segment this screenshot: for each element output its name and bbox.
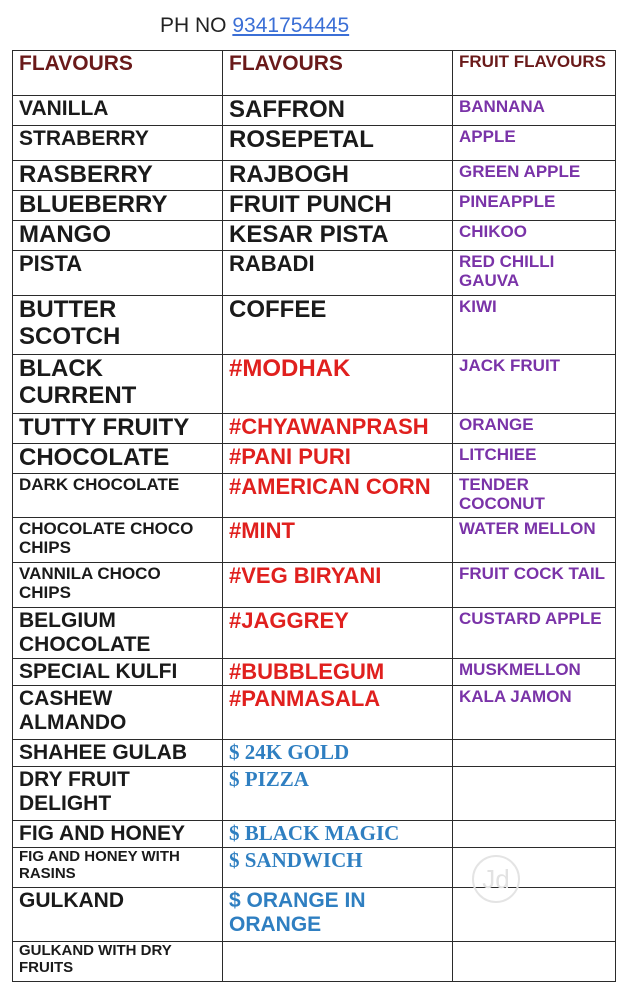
fruit-flavour-cell: MUSKMELLON — [453, 659, 616, 686]
flavour-cell: #JAGGREY — [223, 608, 453, 659]
flavour-cell — [223, 942, 453, 982]
header-fruit-flavours: FRUIT FLAVOURS — [453, 51, 616, 96]
table-row — [13, 888, 616, 942]
flavour-cell: RABADI — [223, 251, 453, 296]
flavour-cell: BLUEBERRY — [13, 191, 223, 221]
fruit-flavour-cell: CHIKOO — [453, 221, 616, 251]
flavour-cell: CHOCOLATE CHOCO CHIPS — [13, 518, 223, 563]
flavour-cell: #MINT — [223, 518, 453, 563]
phone-line — [160, 14, 349, 38]
fruit-flavour-cell — [453, 821, 616, 848]
flavour-cell: VANILLA — [13, 96, 223, 126]
fruit-flavour-cell — [453, 888, 616, 942]
flavour-cell: FRUIT PUNCH — [223, 191, 453, 221]
flavour-cell: RAJBOGH — [223, 161, 453, 191]
table-row — [13, 518, 616, 563]
fruit-flavour-cell: FRUIT COCK TAIL — [453, 563, 616, 608]
flavour-cell: SHAHEE GULAB — [13, 740, 223, 767]
flavours-table — [12, 50, 616, 982]
flavour-cell: ROSEPETAL — [223, 126, 453, 161]
flavour-cell: BUTTER SCOTCH — [13, 296, 223, 355]
table-row — [13, 161, 616, 191]
fruit-flavour-cell — [453, 740, 616, 767]
table-row — [13, 355, 616, 414]
table-row — [13, 659, 616, 686]
jd-watermark-logo: Jd — [472, 855, 520, 903]
flavour-cell: PISTA — [13, 251, 223, 296]
flavour-cell: SAFFRON — [223, 96, 453, 126]
flavour-cell: FIG AND HONEY WITH RASINS — [13, 848, 223, 888]
flavour-cell: $ PIZZA — [223, 767, 453, 821]
table-row — [13, 942, 616, 982]
table-row — [13, 848, 616, 888]
flavour-cell: #PANMASALA — [223, 686, 453, 740]
fruit-flavour-cell: CUSTARD APPLE — [453, 608, 616, 659]
table-row — [13, 444, 616, 474]
table-row — [13, 821, 616, 848]
flavour-cell: #BUBBLEGUM — [223, 659, 453, 686]
flavour-cell: MANGO — [13, 221, 223, 251]
phone-number-link[interactable]: 9341754445 — [232, 14, 350, 37]
fruit-flavour-cell: APPLE — [453, 126, 616, 161]
phone-label: PH NO — [160, 14, 227, 37]
flavour-cell: BELGIUM CHOCOLATE — [13, 608, 223, 659]
flavour-cell: $ BLACK MAGIC — [223, 821, 453, 848]
table-row — [13, 686, 616, 740]
header-flavours-2: FLAVOURS — [223, 51, 453, 96]
table-header-row — [13, 51, 616, 96]
flavour-cell: SPECIAL KULFI — [13, 659, 223, 686]
fruit-flavour-cell: RED CHILLI GAUVA — [453, 251, 616, 296]
flavour-cell: #VEG BIRYANI — [223, 563, 453, 608]
table-row — [13, 96, 616, 126]
fruit-flavour-cell: JACK FRUIT — [453, 355, 616, 414]
flavour-cell: COFFEE — [223, 296, 453, 355]
flavour-cell: TUTTY FRUITY — [13, 414, 223, 444]
flavour-cell: FIG AND HONEY — [13, 821, 223, 848]
flavour-cell: $ SANDWICH — [223, 848, 453, 888]
fruit-flavour-cell: GREEN APPLE — [453, 161, 616, 191]
flavour-cell: STRABERRY — [13, 126, 223, 161]
fruit-flavour-cell: KALA JAMON — [453, 686, 616, 740]
table-row — [13, 221, 616, 251]
flavour-cell: GULKAND — [13, 888, 223, 942]
flavour-cell: CASHEW ALMANDO — [13, 686, 223, 740]
flavour-cell: #MODHAK — [223, 355, 453, 414]
fruit-flavour-cell: KIWI — [453, 296, 616, 355]
fruit-flavour-cell: BANNANA — [453, 96, 616, 126]
flavour-cell: KESAR PISTA — [223, 221, 453, 251]
fruit-flavour-cell: TENDER COCONUT — [453, 474, 616, 518]
table-row — [13, 191, 616, 221]
flavour-cell: #AMERICAN CORN — [223, 474, 453, 518]
flavour-cell: GULKAND WITH DRY FRUITS — [13, 942, 223, 982]
flavour-cell: CHOCOLATE — [13, 444, 223, 474]
fruit-flavour-cell: ORANGE — [453, 414, 616, 444]
flavour-cell: $ 24K GOLD — [223, 740, 453, 767]
table-row — [13, 474, 616, 518]
table-row — [13, 740, 616, 767]
table-row — [13, 767, 616, 821]
table-row — [13, 251, 616, 296]
flavour-cell: #CHYAWANPRASH — [223, 414, 453, 444]
flavour-cell: DARK CHOCOLATE — [13, 474, 223, 518]
flavour-cell: BLACK CURRENT — [13, 355, 223, 414]
flavour-cell: DRY FRUIT DELIGHT — [13, 767, 223, 821]
header-flavours-1: FLAVOURS — [13, 51, 223, 96]
flavour-cell: $ ORANGE IN ORANGE — [223, 888, 453, 942]
fruit-flavour-cell: WATER MELLON — [453, 518, 616, 563]
table-row — [13, 563, 616, 608]
table-row — [13, 608, 616, 659]
table-row — [13, 296, 616, 355]
flavour-cell: VANNILA CHOCO CHIPS — [13, 563, 223, 608]
fruit-flavour-cell — [453, 767, 616, 821]
flavour-cell: #PANI PURI — [223, 444, 453, 474]
flavour-cell: RASBERRY — [13, 161, 223, 191]
table-row — [13, 126, 616, 161]
fruit-flavour-cell: LITCHIEE — [453, 444, 616, 474]
fruit-flavour-cell: PINEAPPLE — [453, 191, 616, 221]
table-row — [13, 414, 616, 444]
fruit-flavour-cell — [453, 942, 616, 982]
